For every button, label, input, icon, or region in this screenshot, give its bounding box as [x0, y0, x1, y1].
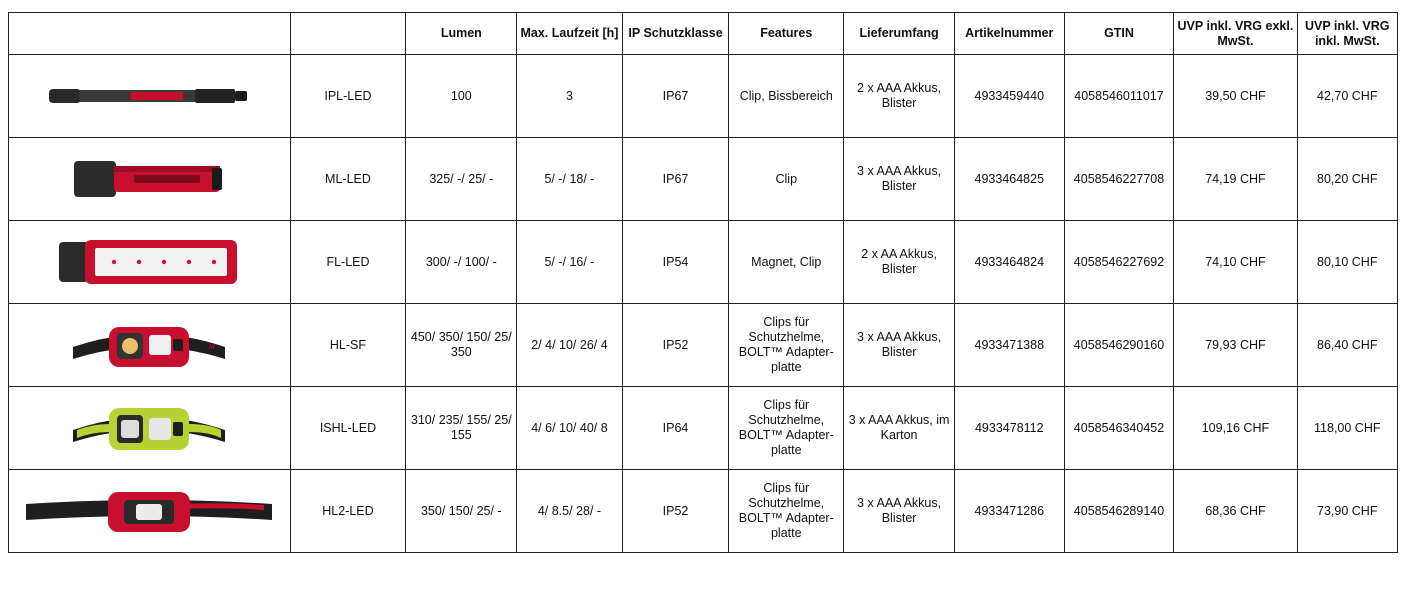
- product-image-cell: [9, 138, 291, 221]
- product-image-cell: [9, 387, 291, 470]
- hl-sf-headlamp-icon: [69, 317, 229, 373]
- table-row: [9, 55, 1398, 138]
- product-table: [8, 12, 1398, 553]
- gtin-cell: 4058546290160: [1064, 304, 1174, 387]
- table-row: [9, 138, 1398, 221]
- header-runtime: Max. Laufzeit [h]: [517, 13, 623, 55]
- gtin-cell: 4058546340452: [1064, 387, 1174, 470]
- header-article: Artikelnummer: [954, 13, 1064, 55]
- fl-led-worklight-icon: [59, 238, 239, 286]
- delivery-cell: 3 x AAA Akkus, Blister: [844, 304, 955, 387]
- header-row: [9, 13, 1398, 55]
- runtime-cell: 5/ -/ 16/ -: [517, 221, 623, 304]
- delivery-cell: 2 x AAA Akkus, Blister: [844, 55, 955, 138]
- ip-cell: IP67: [622, 138, 729, 221]
- product-image-cell: [9, 470, 291, 553]
- article-cell: 4933471388: [954, 304, 1064, 387]
- header-delivery: Lieferumfang: [844, 13, 955, 55]
- header-model: [290, 13, 406, 55]
- ip-cell: IP52: [622, 470, 729, 553]
- lumen-cell: 450/ 350/ 150/ 25/ 350: [406, 304, 517, 387]
- ishl-led-headlamp-icon: [69, 400, 229, 456]
- delivery-cell: 3 x AAA Akkus, Blister: [844, 470, 955, 553]
- model-cell: HL-SF: [290, 304, 406, 387]
- header-price-excl: UVP inkl. VRG exkl. MwSt.: [1174, 13, 1297, 55]
- price-excl-cell: 109,16 CHF: [1174, 387, 1297, 470]
- table-row: [9, 221, 1398, 304]
- runtime-cell: 5/ -/ 18/ -: [517, 138, 623, 221]
- ml-led-flashlight-icon: [74, 159, 224, 199]
- features-cell: Clip, Bissbereich: [729, 55, 844, 138]
- features-cell: Magnet, Clip: [729, 221, 844, 304]
- price-incl-cell: 86,40 CHF: [1297, 304, 1398, 387]
- features-cell: Clip: [729, 138, 844, 221]
- model-cell: ML-LED: [290, 138, 406, 221]
- features-cell: Clips für Schutzhelme, BOLT™ Adapter-platte: [729, 470, 844, 553]
- table-row: [9, 304, 1398, 387]
- lumen-cell: 350/ 150/ 25/ -: [406, 470, 517, 553]
- gtin-cell: 4058546227692: [1064, 221, 1174, 304]
- delivery-cell: 2 x AA Akkus, Blister: [844, 221, 955, 304]
- price-incl-cell: 42,70 CHF: [1297, 55, 1398, 138]
- ip-cell: IP64: [622, 387, 729, 470]
- article-cell: 4933464825: [954, 138, 1064, 221]
- gtin-cell: 4058546011017: [1064, 55, 1174, 138]
- price-excl-cell: 74,19 CHF: [1174, 138, 1297, 221]
- lumen-cell: 325/ -/ 25/ -: [406, 138, 517, 221]
- features-cell: Clips für Schutzhelme, BOLT™ Adapter-platte: [729, 304, 844, 387]
- article-cell: 4933464824: [954, 221, 1064, 304]
- header-features: Features: [729, 13, 844, 55]
- ipl-led-penlight-icon: [49, 86, 249, 106]
- runtime-cell: 4/ 6/ 10/ 40/ 8: [517, 387, 623, 470]
- price-incl-cell: 73,90 CHF: [1297, 470, 1398, 553]
- hl2-led-headlamp-icon: [24, 486, 274, 536]
- price-incl-cell: 118,00 CHF: [1297, 387, 1398, 470]
- price-incl-cell: 80,20 CHF: [1297, 138, 1398, 221]
- gtin-cell: 4058546227708: [1064, 138, 1174, 221]
- model-cell: ISHL-LED: [290, 387, 406, 470]
- product-image-cell: [9, 304, 291, 387]
- price-excl-cell: 74,10 CHF: [1174, 221, 1297, 304]
- runtime-cell: 2/ 4/ 10/ 26/ 4: [517, 304, 623, 387]
- delivery-cell: 3 x AAA Akkus, Blister: [844, 138, 955, 221]
- features-cell: Clips für Schutzhelme, BOLT™ Adapter-platte: [729, 387, 844, 470]
- header-lumen: Lumen: [406, 13, 517, 55]
- price-excl-cell: 79,93 CHF: [1174, 304, 1297, 387]
- lumen-cell: 300/ -/ 100/ -: [406, 221, 517, 304]
- table-row: [9, 387, 1398, 470]
- article-cell: 4933459440: [954, 55, 1064, 138]
- product-image-cell: [9, 55, 291, 138]
- ip-cell: IP67: [622, 55, 729, 138]
- price-excl-cell: 39,50 CHF: [1174, 55, 1297, 138]
- model-cell: FL-LED: [290, 221, 406, 304]
- header-ip: IP Schutzklasse: [622, 13, 729, 55]
- gtin-cell: 4058546289140: [1064, 470, 1174, 553]
- model-cell: IPL-LED: [290, 55, 406, 138]
- delivery-cell: 3 x AAA Akkus, im Karton: [844, 387, 955, 470]
- product-image-cell: [9, 221, 291, 304]
- price-excl-cell: 68,36 CHF: [1174, 470, 1297, 553]
- header-gtin: GTIN: [1064, 13, 1174, 55]
- ip-cell: IP52: [622, 304, 729, 387]
- lumen-cell: 310/ 235/ 155/ 25/ 155: [406, 387, 517, 470]
- runtime-cell: 4/ 8.5/ 28/ -: [517, 470, 623, 553]
- ip-cell: IP54: [622, 221, 729, 304]
- lumen-cell: 100: [406, 55, 517, 138]
- price-incl-cell: 80,10 CHF: [1297, 221, 1398, 304]
- table-row: [9, 470, 1398, 553]
- svg-text:M: M: [209, 344, 216, 351]
- header-image: [9, 13, 291, 55]
- article-cell: 4933478112: [954, 387, 1064, 470]
- header-price-incl: UVP inkl. VRG inkl. MwSt.: [1297, 13, 1398, 55]
- model-cell: HL2-LED: [290, 470, 406, 553]
- article-cell: 4933471286: [954, 470, 1064, 553]
- runtime-cell: 3: [517, 55, 623, 138]
